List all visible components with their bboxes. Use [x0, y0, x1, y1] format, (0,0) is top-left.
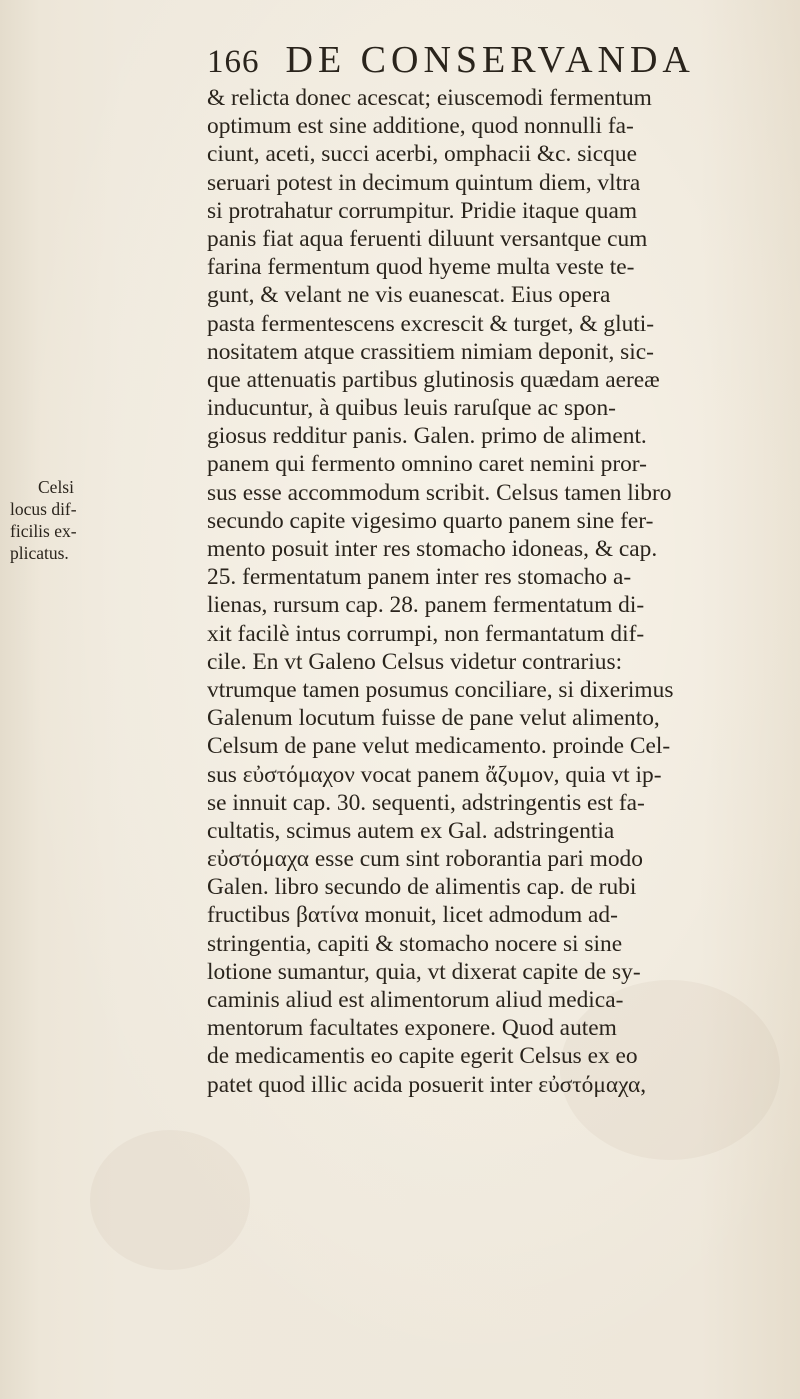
- text-line: Galen. libro secundo de alimentis cap. de rubi: [207, 874, 637, 901]
- text-line: mento posuit inter res stomacho idoneas, & cap.: [207, 536, 658, 562]
- text-line: panis fiat aqua feruenti diluunt versantque cum: [207, 225, 648, 252]
- text-line: 25. fermentatum panem inter res stomacho a-: [207, 564, 632, 591]
- text-line: nositatem atque crassitiem nimiam deponit, sic-: [207, 338, 654, 365]
- marginal-note-line: plicatus.: [10, 543, 69, 563]
- text-line: mentorum facultates exponere. Quod autem: [207, 1015, 617, 1042]
- marginal-note: [10, 476, 200, 564]
- text-line: lotione sumantur, quia, vt dixerat capite de sy-: [207, 958, 641, 985]
- marginal-note-line: locus dif-: [10, 499, 77, 519]
- text-line: que attenuatis partibus glutinosis quædam aereæ: [207, 366, 660, 393]
- text-line: pasta fermentescens excrescit & turget, & gluti-: [207, 310, 655, 337]
- text-line: se innuit cap. 30. sequenti, adstringentis est fa-: [207, 789, 645, 816]
- text-line: optimum est sine additione, quod nonnulli fa-: [207, 113, 634, 140]
- text-line: Galenum locutum fuisse de pane velut alimento,: [207, 705, 660, 732]
- marginal-note-line: ficilis ex-: [10, 521, 77, 541]
- text-line: giosus redditur panis. Galen. primo de aliment.: [207, 423, 647, 450]
- page-header: [207, 38, 727, 86]
- marginal-note-line: Celsi: [38, 477, 74, 497]
- text-line: stringentia, capiti & stomacho nocere si sine: [207, 930, 623, 957]
- text-line: farina fermentum quod hyeme multa veste te-: [207, 254, 635, 281]
- text-line: de medicamentis eo capite egerit Celsus ex eo: [207, 1043, 638, 1070]
- text-line: seruari potest in decimum quintum diem, vltra: [207, 169, 641, 196]
- text-line: lienas, rursum cap. 28. panem fermentatum di-: [207, 592, 645, 619]
- text-line: patet quod illic acida posuerit inter εὐστόμαχα,: [207, 1071, 647, 1098]
- text-line: inducuntur, à quibus leuis raruſque ac spon-: [207, 395, 616, 422]
- page-number: 166: [207, 44, 260, 80]
- text-line: cile. En vt Galeno Celsus videtur contrarius:: [207, 648, 623, 675]
- text-line: sus εὐστόμαχον vocat panem ἄζυμον, quia vt ip-: [207, 761, 662, 788]
- text-line: cultatis, scimus autem ex Gal. adstringentia: [207, 817, 615, 844]
- text-line: εὐστόμαχα esse cum sint roborantia pari modo: [207, 846, 643, 873]
- text-line: xit facilè intus corrumpi, non fermantatum dif-: [207, 620, 645, 647]
- text-line: caminis aliud est alimentorum aliud medica-: [207, 987, 624, 1013]
- text-line: ciunt, aceti, succi acerbi, omphacii &c. sicque: [207, 141, 637, 168]
- text-line: si protrahatur corrumpitur. Pridie itaque quam: [207, 197, 638, 224]
- paper-stain: [90, 1130, 250, 1270]
- text-line: & relicta donec acescat; eiuscemodi fermentum: [207, 85, 652, 111]
- text-line: secundo capite vigesimo quarto panem sine fer-: [207, 507, 654, 534]
- running-head: DE CONSERVANDA: [285, 39, 695, 81]
- text-line: panem qui fermento omnino caret nemini pror-: [207, 451, 647, 478]
- text-line: Celsum de pane velut medicamento. proinde Cel-: [207, 733, 671, 760]
- body-text: [207, 84, 767, 1099]
- text-line: sus esse accommodum scribit. Celsus tamen libro: [207, 479, 672, 506]
- text-line: fructibus βατίνα monuit, licet admodum ad-: [207, 902, 618, 929]
- text-line: vtrumque tamen posumus conciliare, si dixerimus: [207, 676, 674, 703]
- text-line: gunt, & velant ne vis euanescat. Eius opera: [207, 282, 611, 309]
